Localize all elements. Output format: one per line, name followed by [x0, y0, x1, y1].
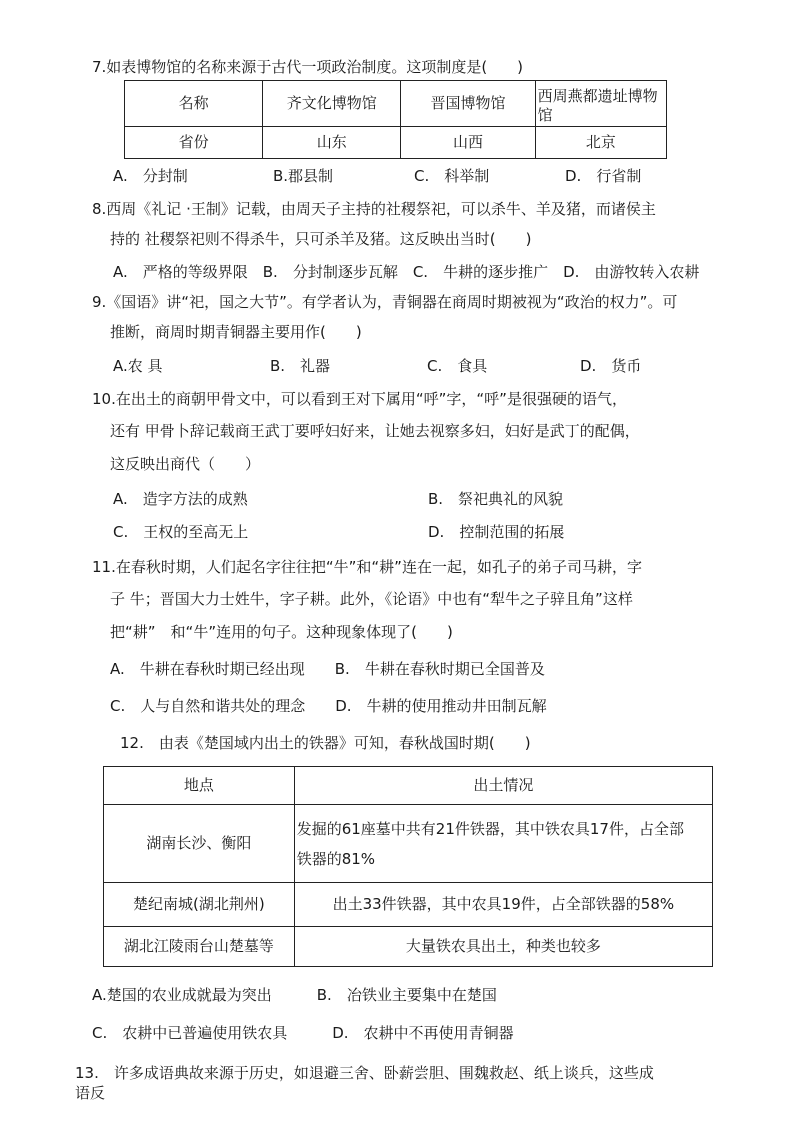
q11-options-ab: A. 牛耕在春秋时期已经出现 B. 牛耕在春秋时期已全国普及: [110, 660, 545, 678]
q12-detail: [294, 805, 712, 883]
q9-option-d: D. 货币: [580, 357, 642, 375]
q12-detail: 大量铁农具出土，种类也较多: [294, 927, 712, 967]
q7-option-c: C. 科举制: [414, 167, 490, 185]
q10-option-b: B. 祭祀典礼的风貌: [428, 490, 564, 508]
q7-option-a: A. 分封制: [113, 167, 188, 185]
q9-option-b: B. 礼器: [270, 357, 331, 375]
q11-line2: 子 牛；晋国大力士姓牛，字子耕。此外，《论语》中也有“犁牛之子骍且角”这样: [110, 590, 633, 608]
q13-line2: 语反: [75, 1084, 106, 1102]
q8-line2: 持的 社稷祭祀则不得杀牛，只可杀羊及猪。这反映出当时( ): [110, 230, 532, 248]
q10-option-c: C. 王权的至高无上: [113, 523, 249, 541]
q12-table: [103, 766, 713, 967]
q12-detail: 出土33件铁器，其中农具19件，占全部铁器的58%: [294, 883, 712, 927]
q12-detail-line: 发掘的61座墓中共有21件铁器，其中铁农具17件，占全部: [296, 819, 684, 838]
q12-detail-line: 铁器的81%: [296, 849, 376, 868]
q10-option-d: D. 控制范围的拓展: [428, 523, 565, 541]
q10-line3: 这反映出商代（ ）: [110, 455, 261, 473]
q13-line1: 13. 许多成语典故来源于历史，如退避三舍、卧薪尝胆、围魏救赵、纸上谈兵，这些成: [75, 1064, 654, 1082]
q12-place: 湖北江陵雨台山楚墓等: [104, 927, 295, 967]
q7-option-d: D. 行省制: [565, 167, 642, 185]
q7-cell: 齐文化博物馆: [263, 81, 401, 127]
q12-header-place: 地点: [104, 767, 295, 805]
q9-line1: 9.《国语》讲“祀，国之大节”。有学者认为，青铜器在商周时期被视为“政治的权力”。可: [92, 293, 678, 311]
q12-options-cd: C. 农耕中已普遍使用铁农具 D. 农耕中不再使用青铜器: [92, 1024, 514, 1042]
q10-line1: 10.在出土的商朝甲骨文中，可以看到王对下属用“呼”字，“呼”是很强硬的语气，: [92, 390, 627, 408]
q12-place: 湖南长沙、衡阳: [104, 805, 295, 883]
q7-cell: 名称: [125, 81, 263, 127]
q10-line2: 还有 甲骨卜辞记载商王武丁要呼妇好来，让她去视察多妇，妇好是武丁的配偶，: [110, 422, 640, 440]
q7-cell: 晋国博物馆: [401, 81, 535, 127]
q7-option-b: B.郡县制: [273, 167, 334, 185]
q7-cell: 山东: [263, 127, 401, 159]
q7-cell: 山西: [401, 127, 535, 159]
q11-line1: 11.在春秋时期，人们起名字往往把“牛”和“耕”连在一起，如孔子的弟子司马耕，字: [92, 558, 642, 576]
q12-header-detail: 出土情况: [294, 767, 712, 805]
q12-place: 楚纪南城(湖北荆州): [104, 883, 295, 927]
q8-line1: 8.西周《礼记 ·王制》记载，由周天子主持的社稷祭祀，可以杀牛、羊及猪，而诸侯主: [92, 200, 656, 218]
q12-options-ab: A.楚国的农业成就最为突出 B. 冶铁业主要集中在楚国: [92, 986, 497, 1004]
q7-cell: 北京: [535, 127, 666, 159]
q9-option-a: A.农 具: [113, 357, 163, 375]
q11-options-cd: C. 人与自然和谐共处的理念 D. 牛耕的使用推动井田制瓦解: [110, 697, 547, 715]
q7-stem: 7.如表博物馆的名称来源于古代一项政治制度。这项制度是( ): [92, 58, 524, 76]
q9-option-c: C. 食具: [427, 357, 488, 375]
q10-option-a: A. 造字方法的成熟: [113, 490, 248, 508]
q7-cell: 西周燕都遗址博物馆: [535, 81, 666, 127]
q8-options: A. 严格的等级界限 B. 分封制逐步瓦解 C. 牛耕的逐步推广 D. 由游牧转入农耕: [113, 263, 700, 281]
q7-table: [124, 80, 667, 159]
q9-line2: 推断，商周时期青铜器主要用作( ): [110, 323, 362, 341]
q11-line3: 把“耕” 和“牛”连用的句子。这种现象体现了( ): [110, 623, 453, 641]
q12-stem: 12. 由表《楚国域内出土的铁器》可知，春秋战国时期( ): [120, 734, 531, 752]
q7-cell: 省份: [125, 127, 263, 159]
